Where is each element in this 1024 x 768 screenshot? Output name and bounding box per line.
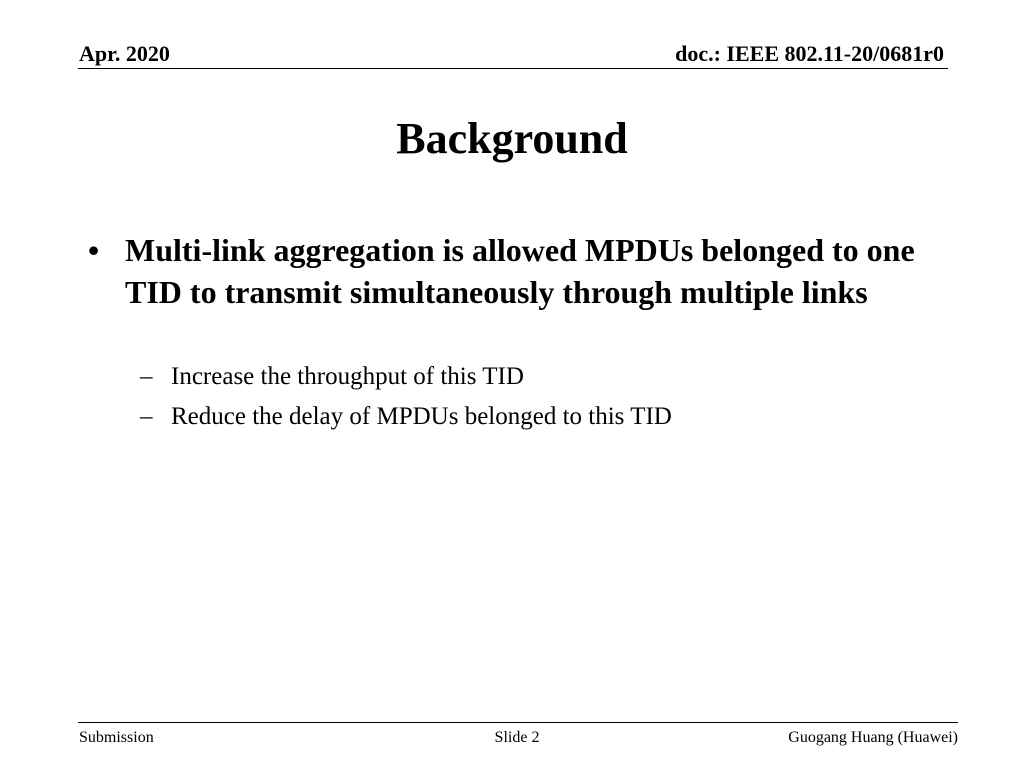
- header-doc-id: doc.: IEEE 802.11-20/0681r0: [675, 41, 944, 66]
- sub-bullet-item: [140, 402, 940, 432]
- sub-bullet-item: [140, 362, 940, 392]
- bullet-marker: •: [88, 232, 100, 268]
- slide-title: Background: [396, 114, 628, 163]
- sub-bullet-marker: –: [140, 363, 153, 390]
- footer-submission: Submission: [79, 729, 154, 746]
- header-date: Apr. 2020: [79, 41, 170, 66]
- bullet-item: [88, 229, 948, 313]
- sub-bullet-marker: –: [140, 403, 153, 430]
- footer-author: Guogang Huang (Huawei): [788, 729, 958, 746]
- header-divider: [78, 68, 948, 69]
- footer-slide-number: Slide 2: [494, 729, 540, 746]
- sub-bullet-text: Reduce the delay of MPDUs belonged to this TID: [171, 403, 672, 430]
- footer-divider: [78, 722, 958, 723]
- sub-bullet-text: Increase the throughput of this TID: [171, 363, 524, 390]
- bullet-text: Multi-link aggregation is allowed MPDUs belonged to one TID to transmit simultaneously through multiple links: [125, 232, 915, 310]
